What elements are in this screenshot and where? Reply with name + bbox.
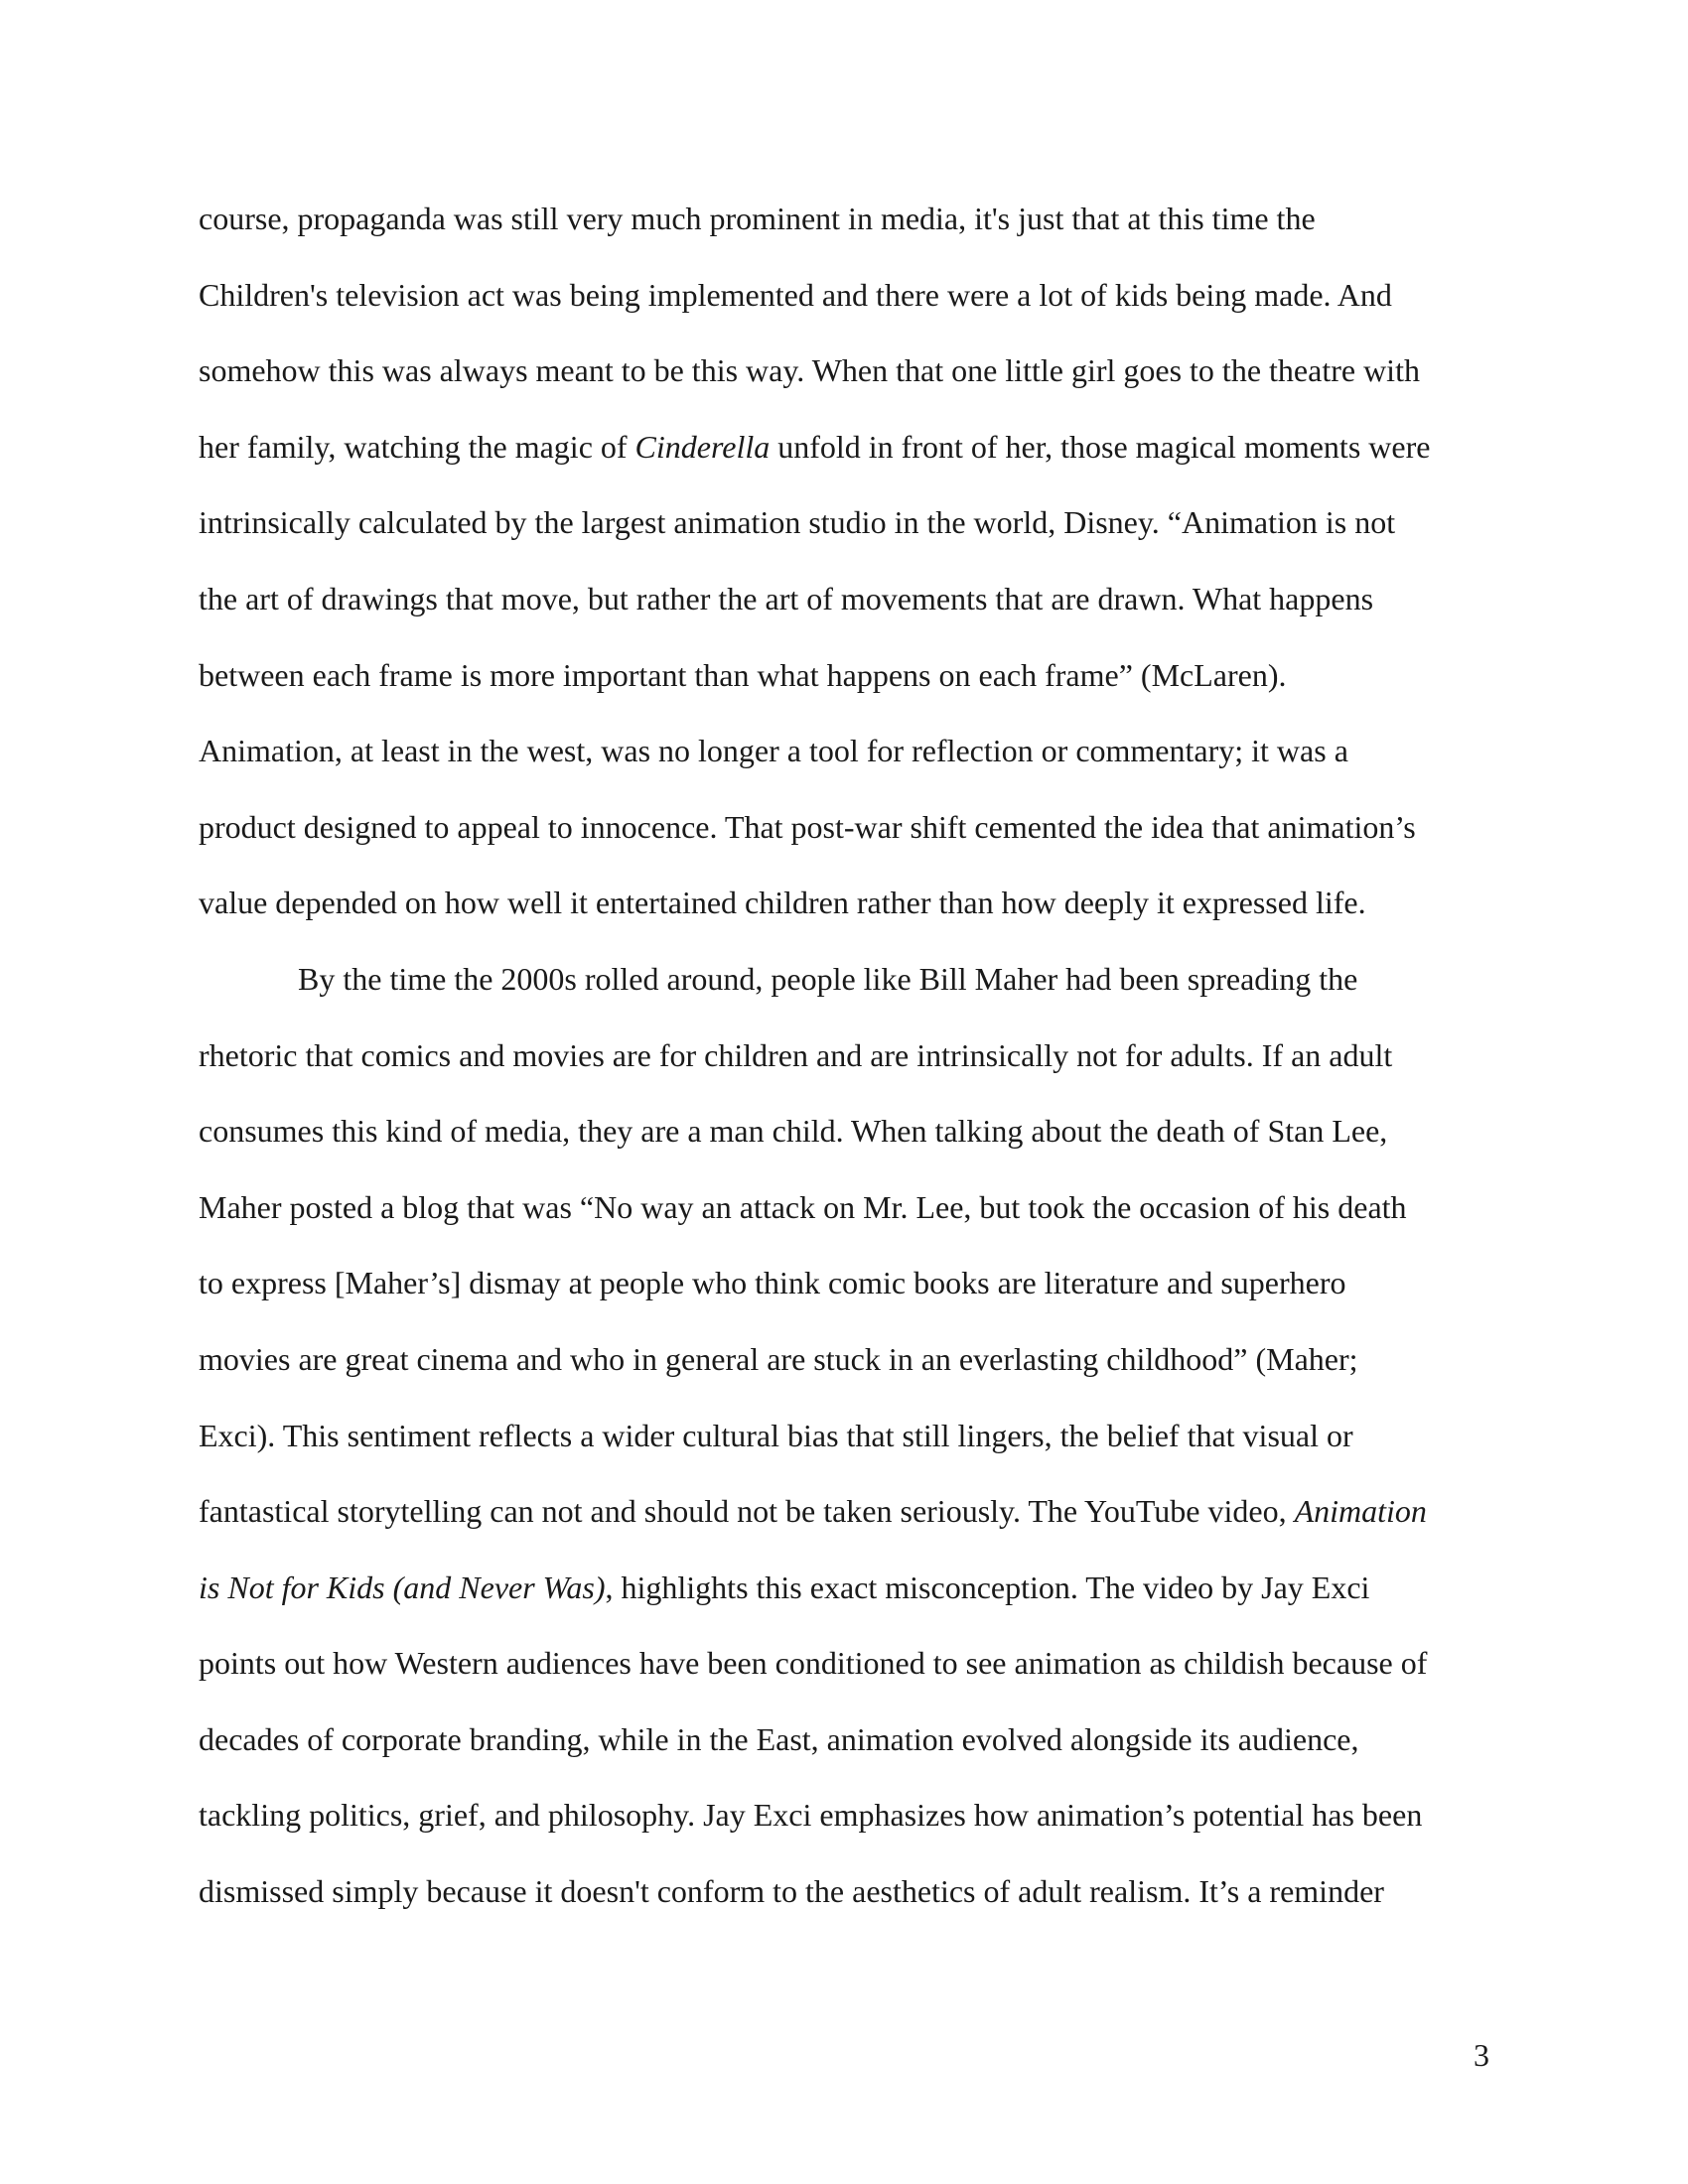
text-line: consumes this kind of media, they are a man child. When talking about the death of Stan Lee, bbox=[199, 1113, 1388, 1150]
text-line: value depended on how well it entertained children rather than how deeply it expressed life. bbox=[199, 885, 1366, 921]
text-line: dismissed simply because it doesn't conform to the aesthetics of adult realism. It’s a reminder bbox=[199, 1873, 1384, 1910]
video-title-part-2: is Not for Kids (and Never Was) bbox=[199, 1569, 606, 1605]
text-line: Animation, at least in the west, was no longer a tool for reflection or commentary; it was a bbox=[199, 733, 1348, 769]
text-line: between each frame is more important than what happens on each frame” (McLaren). bbox=[199, 656, 1287, 693]
text-line: rhetoric that comics and movies are for children and are intrinsically not for adults. If an adult bbox=[199, 1036, 1393, 1073]
text-line: Exci). This sentiment reflects a wider cultural bias that still lingers, the belief that visual or bbox=[199, 1417, 1353, 1453]
text-run: fantastical storytelling can not and should not be taken seriously. The YouTube video, bbox=[199, 1493, 1295, 1530]
text-run: her family, watching the magic of bbox=[199, 428, 635, 465]
text-line bbox=[199, 1486, 1489, 1563]
text-line: the art of drawings that move, but rather the art of movements that are drawn. What happens bbox=[199, 580, 1374, 616]
text-run: unfold in front of her, those magical moments were bbox=[770, 428, 1431, 465]
paragraph-start-line: By the time the 2000s rolled around, people like Bill Maher had been spreading the bbox=[298, 960, 1358, 997]
text-line: tackling politics, grief, and philosophy. Jay Exci emphasizes how animation’s potential has been bbox=[199, 1797, 1423, 1834]
text-line: course, propaganda was still very much prominent in media, it's just that at this time the bbox=[199, 201, 1316, 236]
text-line bbox=[199, 1563, 1489, 1639]
text-line: product designed to appeal to innocence. That post-war shift cemented the idea that animation’s bbox=[199, 808, 1416, 845]
text-line: points out how Western audiences have been conditioned to see animation as childish because of bbox=[199, 1645, 1428, 1682]
text-line: somehow this was always meant to be this way. When that one little girl goes to the theatre with bbox=[199, 352, 1420, 389]
film-title-cinderella: Cinderella bbox=[634, 428, 771, 465]
text-line bbox=[199, 422, 1489, 498]
text-run: , highlights this exact misconception. The video by Jay Exci bbox=[605, 1569, 1370, 1605]
page-number: 3 bbox=[1474, 2037, 1489, 2073]
text-line: intrinsically calculated by the largest animation studio in the world, Disney. “Animation is not bbox=[199, 504, 1396, 541]
text-line: decades of corporate branding, while in the East, animation evolved alongside its audience, bbox=[199, 1720, 1359, 1757]
text-line: Maher posted a blog that was “No way an attack on Mr. Lee, but took the occasion of his death bbox=[199, 1188, 1407, 1225]
body-text bbox=[199, 194, 1489, 1943]
text-line: to express [Maher’s] dismay at people who think comic books are literature and superhero bbox=[199, 1265, 1346, 1301]
text-line: Children's television act was being implemented and there were a lot of kids being made. And bbox=[199, 276, 1392, 313]
video-title-part-1: Animation bbox=[1294, 1493, 1427, 1530]
text-line: movies are great cinema and who in general are stuck in an everlasting childhood” (Maher; bbox=[199, 1340, 1358, 1377]
